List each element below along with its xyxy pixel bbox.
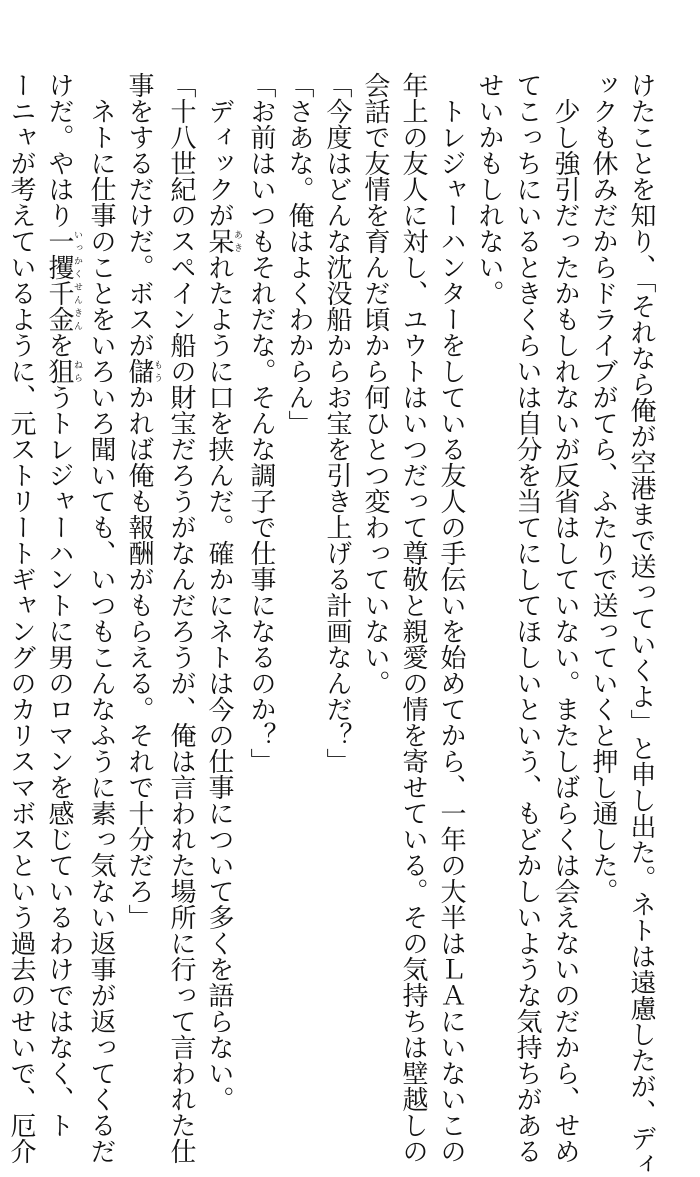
furigana-aki bbox=[204, 228, 242, 254]
text-line-7: 年上の友人に対し、ユウトはいつだって尊敬と親愛の情を寄せている。その気持ちは壁越しの bbox=[398, 72, 428, 1164]
text-line-11: 「お前はいつもそれだな。そんな調子で仕事になるのか？」 bbox=[246, 72, 276, 774]
ruby-text-ikkakusenkin: いっかくせんきん bbox=[72, 228, 82, 332]
text-line-17: ーニャが考えているように、元ストリートギャングのカリスマボスという過去のせいで、厄介 bbox=[6, 72, 36, 1164]
text-line-3: 少し強引だったかもしれないが反省はしていない。またしばらくは会えないのだから、せめ bbox=[550, 72, 580, 1164]
text-line-6: トレジャーハンターをしている友人の手伝いを始めてから、一年の大半はＬＡにいないこの bbox=[436, 72, 466, 1164]
text-line-13: 「十八世紀のスペイン船の財宝だろうがなんだろうが、俺は言われた場所に行って言われた仕 bbox=[166, 72, 196, 1164]
text-line-10: 「さあな。俺はよくわからん」 bbox=[284, 72, 314, 436]
ruby-base-mou: 儲 bbox=[124, 358, 154, 384]
ruby-text-aki: あき bbox=[232, 228, 242, 254]
text-line-12 bbox=[200, 72, 242, 1112]
furigana-nera bbox=[44, 358, 82, 384]
text-line-14 bbox=[120, 72, 162, 972]
ruby-text-mou: もう bbox=[152, 358, 162, 384]
text-line-1: けたことを知り、「それなら俺が空港まで送っていくよ」と申し出た。ネトは遠慮したが、ディ bbox=[626, 72, 656, 1177]
line-16-pre: けだ。やはり bbox=[44, 72, 74, 228]
vertical-text-body bbox=[6, 72, 660, 1177]
text-line-15: ネトに仕事のことをいろいろ聞いても、いつもこんなふうに素っ気ない返事が返ってくるだ bbox=[86, 72, 116, 1164]
line-16-mid: を bbox=[44, 332, 74, 358]
ruby-base-nera: 狙 bbox=[44, 358, 74, 384]
ruby-base-ikkakusenkin: 一攫千金 bbox=[44, 228, 74, 332]
line-14-pre: 事をするだけだ。ボスが bbox=[124, 72, 154, 358]
furigana-ikkakusenkin bbox=[44, 228, 82, 332]
furigana-mou bbox=[124, 358, 162, 384]
line-16-post: うトレジャーハントに男のロマンを感じているわけではなく、ト bbox=[44, 384, 74, 1138]
text-line-16 bbox=[40, 72, 82, 1138]
line-12-pre: ディックが bbox=[204, 72, 234, 228]
text-line-4: てこっちにいるときくらいは自分を当てにしてほしいという、もどかしいような気持ちがある bbox=[512, 72, 542, 1164]
text-line-9: 「今度はどんな沈没船からお宝を引き上げる計画なんだ？」 bbox=[322, 72, 352, 774]
line-14-post: かれば俺も報酬がもらえる。それで十分だろ」 bbox=[124, 384, 154, 930]
text-line-2: ックも休みだからドライブがてら、ふたりで送っていくと押し通した。 bbox=[588, 72, 618, 904]
text-line-5: せいかもしれない。 bbox=[474, 72, 504, 306]
ruby-text-nera: ねら bbox=[72, 358, 82, 384]
line-12-post: れたように口を挟んだ。確かにネトは今の仕事について多くを語らない。 bbox=[204, 254, 234, 1112]
ruby-base-aki: 呆 bbox=[204, 228, 234, 254]
text-line-8: 会話で友情を育んだ頃から何ひとつ変わっていない。 bbox=[360, 72, 390, 696]
